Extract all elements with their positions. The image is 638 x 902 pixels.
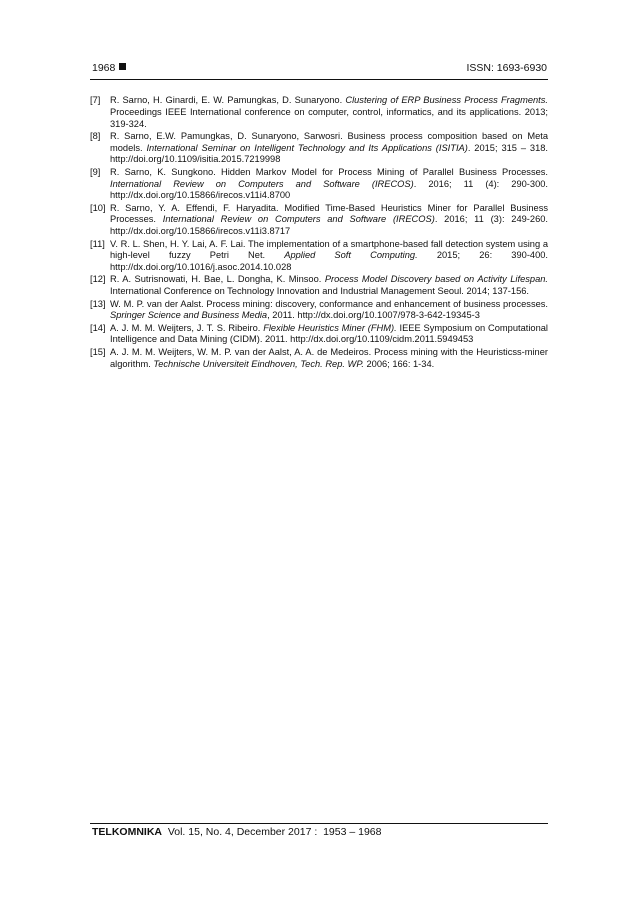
reference-number: [10] [90,202,106,213]
reference-item [90,323,548,347]
reference-number: [15] [90,346,106,357]
issn: ISSN: 1693-6930 [466,62,547,74]
reference-venue: Clustering of ERP Business Process Fragments. [345,95,548,105]
reference-item [90,167,548,202]
reference-venue: International Seminar on Intelligent Technology and Its Applications (ISITIA) [146,142,468,153]
reference-authors-title: V. R. L. Shen, H. Y. Lai, A. F. Lai. The implementation of a smartphone-based fall detection system using a high-level fuzzy Petri Net. [110,238,548,261]
reference-details: . 2016; 11 (4): 290-300. http://dx.doi.org/10.15866/irecos.v11i4.8700 [110,178,549,201]
reference-item [90,299,548,323]
footer-rule [90,823,548,824]
reference-authors-title: R. A. Sutrisnowati, H. Bae, L. Dongha, K. Minsoo. [110,274,325,285]
reference-venue: Flexible Heuristics Miner (FHM). [263,322,397,333]
reference-authors-title: R. Sarno, Y. A. Effendi, F. Haryadita. Modified Time-Based Heuristics Miner for Parallel Business Processes. [110,202,548,225]
header-rule [90,79,548,80]
reference-details: , 2011. http://dx.doi.org/10.1007/978-3-642-19345-3 [267,310,480,321]
reference-details: Proceedings IEEE International conference on computer, control, informatics, and its applications. 2013; 319-324. [110,106,548,129]
reference-item [90,131,548,166]
reference-number: [12] [90,274,106,285]
square-bullet-icon [119,63,126,70]
reference-details: IEEE Symposium on Computational Intelligence and Data Mining (CIDM). 2011. http://dx.doi.org/10.1109/cidm.2011.5949453 [110,322,548,345]
reference-authors-title: A. J. M. M. Weijters, W. M. P. van der Aalst, A. A. de Medeiros. Process mining with the Heuristicss-miner algorithm. [110,346,548,369]
reference-number: [9] [90,166,101,177]
reference-details: International Conference on Technology Innovation and Industrial Management Seoul. 2014; 137-156. [110,286,529,297]
reference-authors-title: R. Sarno, E.W. Pamungkas, D. Sunaryono, Sarwosri. Business process composition based on Meta models. [110,130,548,153]
reference-venue: Springer Science and Business Media [110,310,268,321]
page-footer [92,826,381,838]
journal-details: Vol. 15, No. 4, December 2017 : 1953 – 1968 [162,826,382,838]
reference-item [90,239,548,274]
reference-details: 2015; 26: 390-400. http://dx.doi.org/10.1016/j.asoc.2014.10.028 [110,250,549,273]
reference-number: [7] [90,95,101,105]
journal-name: TELKOMNIKA [92,826,162,838]
reference-item [90,95,548,130]
reference-venue: International Review on Computers and Software (IRECOS) [162,214,435,225]
reference-item [90,347,548,371]
reference-details: 2006; 166: 1-34. [363,358,435,369]
reference-authors-title: R. Sarno, K. Sungkono. Hidden Markov Model for Process Mining of Parallel Business Processes. [110,166,548,177]
reference-venue: International Review on Computers and Software (IRECOS) [110,178,414,189]
page-header [92,62,547,76]
reference-authors-title: A. J. M. M. Weijters, J. T. S. Ribeiro. [110,322,264,333]
reference-number: [13] [90,298,106,309]
reference-authors-title: R. Sarno, H. Ginardi, E. W. Pamungkas, D. Sunaryono. [110,95,346,105]
reference-list [90,95,548,371]
reference-item [90,274,548,298]
reference-authors-title: W. M. P. van der Aalst. Process mining: discovery, conformance and enhancement of business processes. [110,298,548,309]
reference-venue: Technische Universiteit Eindhoven, Tech. Rep. WP. [153,358,364,369]
reference-item [90,203,548,238]
reference-number: [11] [90,238,105,249]
reference-venue: Process Model Discovery based on Activity Lifespan. [324,274,548,285]
reference-details: . 2015; 315 – 318. http://doi.org/10.1109/isitia.2015.7219998 [110,142,549,165]
reference-venue: Applied Soft Computing. [284,250,418,261]
reference-number: [14] [90,322,106,333]
page-number: 1968 [92,62,126,74]
reference-number: [8] [90,130,101,141]
reference-details: . 2016; 11 (3): 249-260. http://dx.doi.org/10.15866/irecos.v11i3.8717 [110,214,548,237]
